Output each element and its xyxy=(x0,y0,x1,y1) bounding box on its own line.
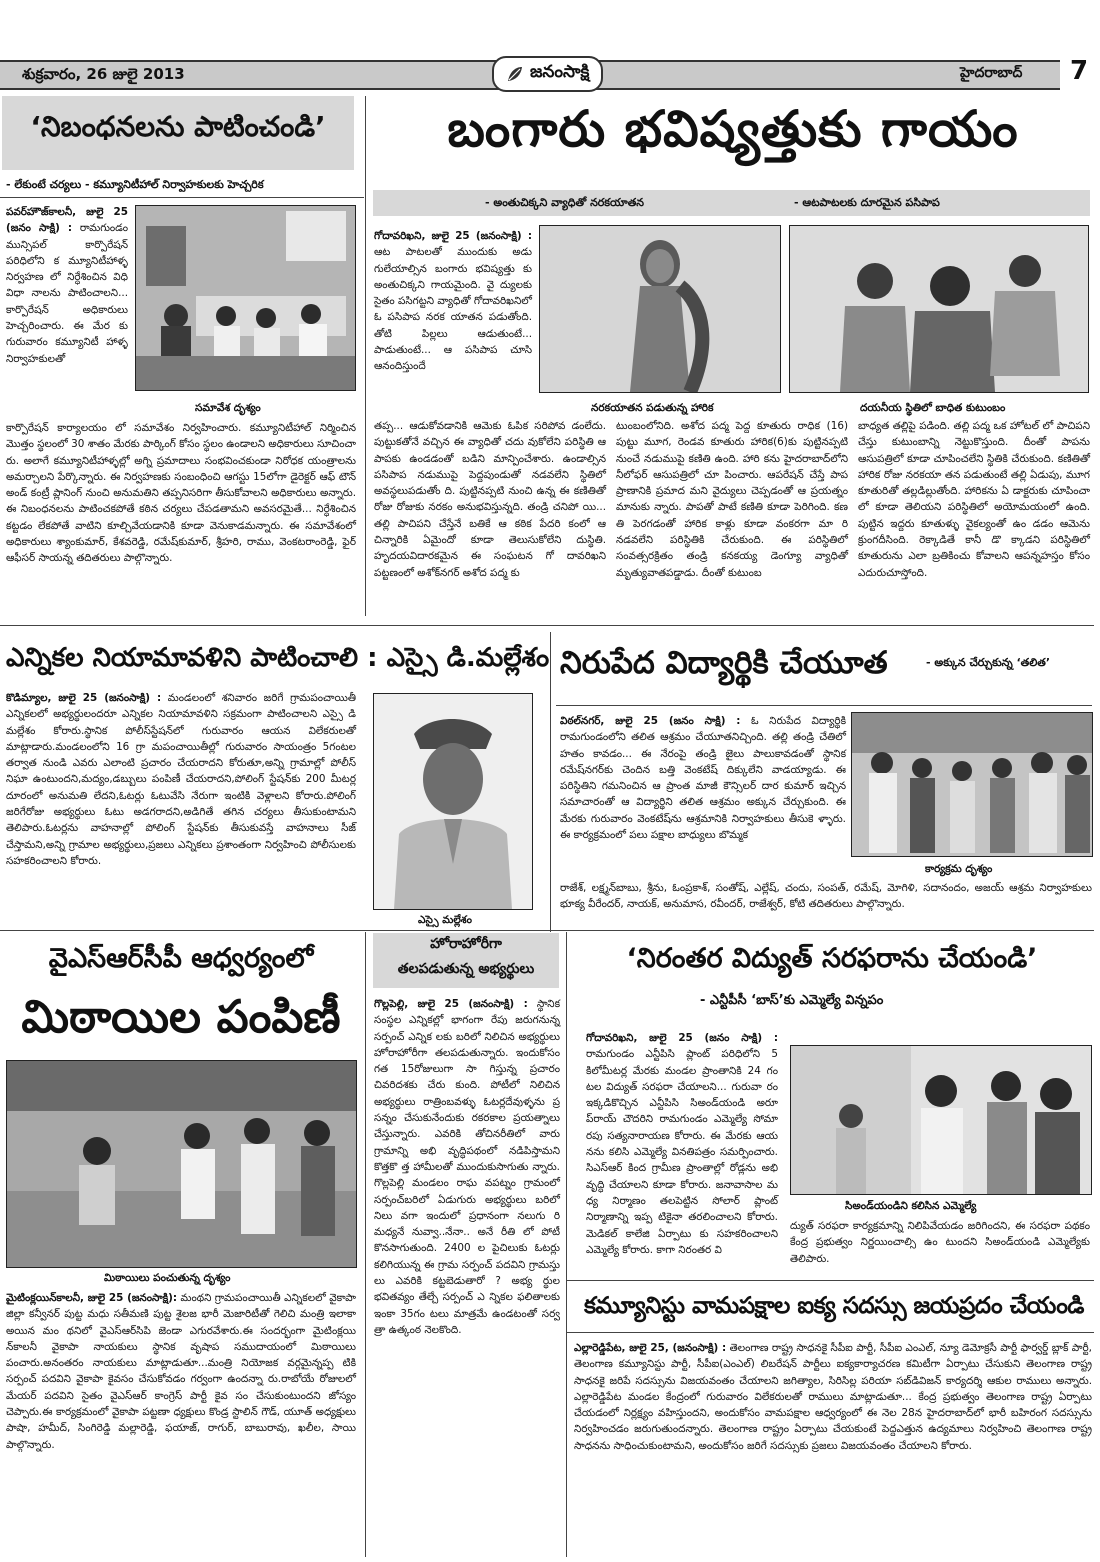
story5-headline: మిఠాయిల పంపిణీ xyxy=(21,990,341,1043)
story2-narrow-text: ఆట పాటలతో ముందుకు అడు గులేయాల్సిన బంగారు భవిష్యత్తు కు అంతుచిక్కని గాయమైంది. వై ద్యులకు సైతం పసిగట్టని వ్యాధితో గోదావరిఖనిలో ఓ పసిపాప నరక యాతన పడుతోంది. తోటి పిల్లలు ఆడుతుంటే... పాడుతుంటే... ఆ పసిపాప చూసి ఆనందిస్తుందే xyxy=(374,246,532,373)
story7-photo xyxy=(790,1045,1092,1195)
city-name: హైదరాబాద్ xyxy=(960,65,1023,81)
story2-col1: తప్ప... ఆడుకోవడానికి ఆమెకు ఓపిక సరిపోవ డంలేదు. పుట్టుకతోనే వచ్చిన ఈ వ్యాధితో చదు వుకోలేని పరిస్థితి ఆ పాపకు ఉండడంతో బడిని మాన్పించేశారు. ఉండాల్సిన పసిపాప నడుముపై పెద్దపుండుతో నడవలేని స్థితిలో అవస్థలుపడుతోం ది. పుట్టినప్పటి నుంచి ఉన్న ఈ కణితితో రోజు రోజుకు నరకం అనుభవిస్తున్నది. తండ్రి చనిపో యి... తల్లి పాచిపని చేస్తేనే బతికే ఆ కఠిక పేదరి కంలో ఆ చిన్నారికి ఏమైందో కూడా తెలుసుకోలేని దుస్థితి. హృదయవిదారకమైన ఈ సంఘటన గో దావరిఖని పట్టణంలో అశోక్‌నగర్ అశోద పద్మ కు xyxy=(374,420,606,579)
story2-subhead-right: - ఆటపాటలకు దూరమైన పసిపాప xyxy=(794,196,940,209)
story7-subhead: - ఎన్టీపీసీ ‘బాస్’కు ఎమ్మెల్యే విన్నపం xyxy=(700,993,884,1008)
story6-headline-line2: తలపడుతున్న అభ్యర్థులు xyxy=(397,961,535,977)
story3-headline: ఎన్నికల నియామావళిని పాటించాలి : ఎస్సై డి.మల్లేశం xyxy=(6,643,550,673)
story4-subhead: - అక్కున చేర్చుకున్న ‘తలిత’ xyxy=(926,656,1051,669)
masthead xyxy=(0,56,1100,90)
story7-headline: ‘నిరంతర విద్యుత్ సరఫరాను చేయండి’ xyxy=(626,943,1038,974)
story7-right-text: ద్యుత్ సరఫరా కార్యక్రమాన్ని నిలిపివేయడం జరిగిందని, ఈ సరఫరా పథకం కేంద్ర ప్రభుత్వం నిర్ణయించాల్సి ఉం టుందని సిఅండ్‌యండి ఎమ్మెల్యేకు తెలిపారు. xyxy=(790,1220,1090,1265)
story1-headline: ‘నిబంధనలను పాటించండి’ xyxy=(30,110,326,143)
story6-text: స్థానిక సంస్థల ఎన్నికల్లో భాగంగా రేపు జరుగనున్న సర్పంచ్ ఎన్నిక లకు బరిలో నిలిచిన అభ్యర్థులు హోరాహోరీగా తలపడుతున్నారు. ఇందుకోసం గత 15రోజులుగా సా గిస్తున్న ప్రచారం చివరిదశకు చేరు కుంది. పోటీలో నిలిచిన అభ్యర్థులు రాత్రింబవళ్ళు ఓటర్లదేవుళ్ళను ప్ర సన్నం చేసుకునేందుకు రకరకాల ప్రయత్నాలు చేస్తున్నారు. ఎవరికి తోచినరీతిలో వారు గ్రామాన్ని అభి వృద్ధిపథంలో నడిపిస్తామని కొత్తకొ త్త హామీలతో ముందుకుసాగుతు న్నారు. గొల్లపెల్లి మండలం రాఘ వపట్నం గ్రామంలో సర్పంచ్‌బరిలో ఏడుగురు అభ్యర్థులు బరిలో నిలు వగా ఇందులో ప్రధానంగా నలుగు రి మధ్యనే నువ్వా..నేనా.. అనే రీతి లో పోటీ కొనసాగుతుంది. 2400 ల పైచిలుకు ఓటర్లు కలిగియున్న ఈ గ్రామ సర్పంచ్ పదవిని గ్రామస్తు లు ఎవరికి కట్టబెడుతారో ? అభ్య ర్థుల భవితవ్యం తేల్చే సర్పంచ్ ఎ న్నికల ఫలితాలకు ఇంకా 35గం టలు మాత్రమే ఉండటంతో సర్వ త్రా ఉత్కంఠ నెలకొంది. xyxy=(374,998,560,1336)
story2-photo-girl xyxy=(539,225,781,393)
story4-headline: నిరుపేద విద్యార్థికి చేయూత xyxy=(560,645,888,681)
story3-photo-caption: ఎస్సై మల్లేశం xyxy=(418,914,472,926)
story8-headline: కమ్యూనిస్టు వామపక్షాల ఐక్య సదస్సు జయప్రదం చేయండి xyxy=(584,1293,1084,1319)
story6-dateline: గొల్లపెల్లి, జులై 25 (జనంసాక్షి) : xyxy=(374,998,528,1010)
story2-subhead-bar xyxy=(373,190,1090,216)
divider xyxy=(550,632,551,932)
story3-dateline: కొడిమ్యాల, జులై 25 (జనంసాక్షి) : xyxy=(6,692,162,704)
story5-dateline: మైటింక్లయిన్‌కాలనీ, జులై 25 (జనంసాక్షి): xyxy=(6,1292,178,1304)
story1-dateline: పవర్‌హౌజ్‌కాలనీ, జులై 25 (జనం సాక్షి) : xyxy=(6,206,128,235)
story7-dateline: గోదావరిఖని, జులై 25 (జనం సాక్షి) : xyxy=(586,1032,778,1044)
divider xyxy=(556,705,1092,706)
story4-photo-caption: కార్యక్రమ దృశ్యం xyxy=(925,863,993,875)
story2-intro xyxy=(374,228,532,375)
story1-photo xyxy=(135,205,356,391)
divider xyxy=(566,932,567,1557)
story4-intro xyxy=(560,713,846,843)
story7-photo-caption: సిఅండ్‌యండిని కలిసిన ఎమ్మెల్యే xyxy=(845,1200,977,1212)
divider xyxy=(0,625,1094,626)
story2-dateline: గోదావరిఖని, జులై 25 (జనంసాక్షి) : xyxy=(374,230,532,242)
story2-col3: బాధ్యత తల్లిపై పడింది. తల్లి పద్మ ఒక హోటల్ లో పాచిపని చేస్తు కుటుంబాన్ని నెట్టుకొస్తుంది. దీంతో పాపను ఆసుపత్రిలో కూడా చూపించలేని స్థితికి చేరుకుంది. కణితితో హారిక రోజు నరకయా తన పడుతుంటే తల్లి ఏడుపు, మూగ కూతురితో తల్లడిల్లుతోంది. హారికను ఏ డాక్టరుకు చూపించా లో కూడా తెలియని పరిస్థితిలో అయోమయంలో ఉంది. పుట్టిన ఇద్దరు కూతుళ్ళు వైకల్యంతో ఉం డడం ఆమెను క్రుంగదీసింది. రెక్కాడితే కానీ డొ క్కాడని పరిస్థితిలో కూతురును ఎలా బ్రతికించు కోవాలని ఆపన్నహస్తం కోసం ఎదురుచూస్తోంది. xyxy=(858,420,1090,579)
story2-headline: బంగారు భవిష్యత్తుకు గాయం xyxy=(447,100,1019,158)
story1-photo-caption: సమావేశ దృశ్యం xyxy=(195,402,261,414)
story2-caption-left: నరకయాతన పడుతున్న హారిక xyxy=(591,402,714,414)
story7-narrow-text: రామగుండం ఎన్టీపిసి ప్లాంట్ పరిధిలోని 5 కిలోమీటర్ల మేరకు మండల ప్రాంతానికి 24 గం టల విద్యుత్ సరఫరా చేయాలని... గురువా రం ఇక్కడికొచ్చిన ఎన్టీపిసి సిఅండ్‌యండి అరూ ప్‌రాయ్ చౌదరిని రామగుండం ఎమ్మెల్యే సోమా రపు సత్యనారాయణ కోరారు. ఈ మేరకు ఆయ నను కలిసి ఎమ్మెల్యే వినతిపత్రం సమర్పించారు. సిఎస్‌ఆర్ కింద గ్రామీణ ప్రాంతాల్లో రోడ్లను అభి వృద్ధి చేయాలని కూడా కోరారు. జనావాసాల మ ధ్య నిర్మాణం తలపెట్టిన సోలార్ ప్లాంట్ నిర్మాణాన్ని ఇప్ప టికైనా తరలించాలని కోరారు. మెడికల్ కాలేజి ఏర్పాటు కు సహకరించాలని ఎమ్మెల్యే కోరారు. కాగా నిరంతర వి xyxy=(586,1048,778,1256)
story5-body xyxy=(6,1290,356,1453)
divider xyxy=(0,930,1094,931)
divider xyxy=(567,1332,1094,1333)
page-number: 7 xyxy=(1070,56,1089,86)
story3-text: మండలంలో శనివారం జరిగే గ్రామపంచాయితీ ఎన్నికలలో అభ్యర్థులందరూ ఎన్నికల నియామావళిని సక్రమంగా పాటించాలని ఎస్సై డి మల్లేశం కోరారు.స్థానిక పోలీస్‌స్టేషన్‌లో గురువారం ఆయన విలేకరులతో మాట్లాడారు.మండలంలోని 16 గ్రా మపంచాయితీల్లో గురువారం సాయంత్రం 5గంటల తర్వాత నుండి ఎవరు ఎలాంటి ప్రచారం చేయరాదని కోరుతూ,అన్ని గ్రామాల్లో పోలీస్ నిఘా ఉంటుందని,మద్యం,డబ్బులు పంపిణీ చేయరాదని,పోలింగ్ స్టేషన్‌కు 200 మీటర్ల దూరంలో అనుమతి లేదని,ఓటర్లు ఓటువేసి నేరుగా ఇంటికి వెళ్లాలని కోరారు.పోలింగ్ జరిగేరోజు అభ్యర్థులు ఓటు అడగరాదని,అడిగితే తగిన చర్యలు తీసుకుంటామని తెలిపారు.ఓటర్లను వాహనాల్లో పోలింగ్ స్టేషన్‌కు తీసుకువస్తే వాహనాలు సీజ్ చేస్తామని,అన్ని గ్రామాల అభ్యర్థులు,ప్రజలు ఎన్నికలు ప్రశాంతంగా నిర్వహించి పోలీసులకు సహకరించాలని కోరారు. xyxy=(6,692,356,867)
story3-photo xyxy=(373,693,533,910)
story8-body xyxy=(574,1340,1092,1454)
story2-subhead-left: - అంతుచిక్కని వ్యాధితో నరకయాతన xyxy=(485,196,645,209)
story4-photo xyxy=(851,712,1093,857)
story1-dateline-text xyxy=(6,204,128,367)
story7-body xyxy=(586,1030,778,1258)
story6-body xyxy=(374,996,560,1338)
story2-col2: టుంబంలోనిది. అశోద పద్మ పెద్ద కూతురు రాధిక (16) పుట్టు మూగ, రెండవ కూతురు హారిక(6)కు పుట్టినప్పటి నుంచే నడుముపై కణితి ఉంది. హారి కను హైదరాబాద్‌లోని నీలోఫర్ ఆసుపత్రిలో చూ పించారు. ఆపరేషన్ చేస్తే పాప ప్రాణానికి ప్రమాద మని వైద్యులు చెప్పడంతో ఆ ప్రయత్నం మానుకు న్నారు. పాపతో పాటే కణితి కూడా పెరిగింది. కణ తి పెరగడంతో హారిక కాళ్లు కూడా వంకరగా మా రి నడవలేని పరిస్థితికి చేరుకుంది. ఈ పరిస్థితిలో సంవత్సరక్రితం తండ్రి కనకయ్య డెంగ్యూ వ్యాధితో మృత్యువాతపడ్డాడు. దీంతో కుటుంబ xyxy=(616,420,848,579)
story4-narrow-text: ఓ నిరుపేద విద్యార్థికి రామగుండంలోని తలిత ఆశ్రమం చేయూతనిచ్చింది. తల్లి తండ్రి చేతిలో హతం కావడం... ఈ నేరంపై తండ్రి జైలు పాలుకావడంతో స్థానిక రమేష్‌నగర్‌కు చెందిన బత్తి వెంకటేష్ దిక్కులేని వాడయ్యాడు. ఈ పరిస్థితిని గమనించిన ఆ ప్రాంత మాజీ కౌన్సిలర్ దార కుమార్ ఇచ్చిన సమాచారంతో ఆ విద్యార్థిని తలిత ఆశ్రమం అక్కున చేర్చుకుంది. ఈ మేరకు గురువారం వెంకటేష్‌ను ఆశ్రమానికి నిర్వాహకులు తీసుకె ళ్ళారు. ఈ కార్యక్రమంలో పలు పక్షాల బాధ్యులు బొమ్మక xyxy=(560,715,846,842)
story5-text: మంథని గ్రామపంచాయితీ ఎన్నికలలో వైకాపా జిల్లా కన్వీనర్ పుట్ట మధు సతీమణి పుట్ట శైలజ భారీ మెజారిటీతో గెలిచి మంత్రి ఇలాకా అయిన మం థనిలో వైఎస్‌ఆర్‌సిపి జెండా ఎగురవేశారు.ఈ సందర్భంగా మైటింక్లయి న్‌కాలనీ వైకాపా నాయకులు స్థానిక వృషాప సముదాయంలో మిఠాయిలు పంచారు.అనంతరం నాయకులు మాట్లాడుతూ...మంత్రి నియోజక వర్గమైన్నప్ప టికి సర్పంచ్ పదవిని వైకాపా కైవసం చేసుకోవడం గర్వంగా ఉందన్నా రు.రాబోయే రోజులలో మేయర్ పదవిని సైతం వైఎస్‌ఆర్ కాంగ్రెస్ పార్టీ కైవ సం చేసుకుంటుందని జోస్యం చెప్పారు.ఈ కార్యక్రమంలో వైకాపా పట్టణా ధ్యక్షులు కొండ్ర స్టాలిన్ గౌడ్, యూత్ అధ్యక్షులు పాషా, హమీద్, సింగిరెడ్డి మల్లారెడ్డి, ఫయాజ్, రాగుర్, బాబురావు, ఖలీల, సాయి పాల్గొన్నారు. xyxy=(6,1292,356,1451)
story4-dateline: విఠల్‌నగర్, జులై 25 (జనం సాక్షి) : xyxy=(560,715,741,727)
story8-dateline: ఎల్లారెడ్డిపేట, జులై 25, (జనంసాక్షి) : xyxy=(574,1342,727,1354)
issue-date: శుక్రవారం, 26 జులై 2013 xyxy=(22,65,185,83)
story1-subhead: - లేకుంటే చర్యలు - కమ్యూనిటీహాల్ నిర్వాహకులకు హెచ్చరిక xyxy=(6,178,264,191)
story6-headline-line1: హోరాహోరీగా xyxy=(430,936,502,952)
story2-photo-family xyxy=(789,225,1089,393)
divider xyxy=(365,96,366,616)
story4-text: రాజేశ్, లక్ష్మన్‌బాబు, శ్రీను, ఓంప్రకాశ్, సంతోష్, ఎల్లేష్, చందు, సంపత్, రమేష్, మోగిళి, సదానందం, అజయ్ ఆశ్రమ నిర్వాహకులు భూక్య వీరేందర్, నాయక్, అనుమాస, రవీందర్, రాజేశ్వర్, కోటి తదితరులు పాల్గొన్నారు. xyxy=(560,882,1092,911)
divider xyxy=(365,932,366,1557)
story1-narrow-text: రామగుండం మున్సిపల్ కార్పొరేషన్ పరిధిలోని క మ్యూనిటీహాళ్ళ నిర్వహణ లో నిర్ధేశించిన విధి విధా నాలను పాటించాలని... కార్పొరేషన్ అధికారులు హెచ్చరించారు. ఈ మేర కు గురువారం కమ్యూనిటీ హాళ్ళ నిర్వాహకులతో xyxy=(6,222,128,365)
story5-kicker: వైఎస్‌ఆర్‌సీపీ ఆధ్వర్యంలో xyxy=(48,943,314,974)
story2-caption-right: దయనీయ స్థితిలో బాధిత కుటుంబం xyxy=(860,402,1006,414)
story3-body xyxy=(6,690,356,869)
paper-name: జనంసాక్షి xyxy=(530,62,590,82)
story5-photo-caption: మిఠాయిలు పంచుతున్న దృశ్యం xyxy=(104,1272,231,1284)
paper-logo xyxy=(492,56,603,92)
divider xyxy=(0,197,364,198)
story5-photo xyxy=(6,1060,357,1268)
story1-text: కార్పొరేషన్ కార్యాలయం లో సమావేశం నిర్వహించారు. కమ్యూనిటీహాల్ నిర్మించిన మొత్తం స్థలంలో 30 శాతం మేరకు పార్కింగ్ కోసం స్థలం ఉండాలని అధికారులు సూచించా రు. అలాగే కమ్యూనిటీహాళ్ళల్లో అగ్ని ప్రమాదాలు సంభవించకుండా నిరోధక యంత్రాలను అమర్చాలని పేర్కొన్నారు. ఈ నిర్వహణకు సంబంధించి ఆగస్టు 15లోగా డైరెక్టర్ ఆఫ్ టౌన్ అండ్ కంట్రీ ప్లానింగ్ నుంచి అనుమతిని తప్పనిసరిగా తీసుకోవాలని అధికారులు అన్నారు. ఈ నిబంధనలను పాటించకపోతే కఠిన చర్యలు చేపడతామని అవసరమైతే... నిర్ధేశించిన కట్టడం లేకపోతే వాటిని కూల్చివేయడానికి కూడా వెనుకాడమన్నారు. ఈ సమావేశంలో అధికారులు శ్యాంకుమార్, కేశవరెడ్డి, రమేష్‌కుమార్, శ్రీహరి, రాము, వెంకటరాంరెడ్డి, ఫైర్ ఆఫీసర్ సాయన్న తదితరులు పాల్గొన్నారు. xyxy=(6,422,356,565)
story8-text: తెలంగాణ రాష్ట్ర సాధనకై సీపీఐ పార్టీ, సీపీఐ ఎంఎల్, న్యూ డెమోక్రసీ పార్టీ ఫార్వర్డ్ బ్లాక్ పార్టీ, తెలంగాణ కమ్యూనిస్టు పార్టీ, సీపీఐ(ఎంఎల్) లిబరేషన్ పార్టీలు ఐక్యకార్యాచరణ కమిటీగా ఏర్పాటు చేసుకుని తెలంగాణ రాష్ట్ర సాధనకై జరిపే సదస్సును విజయవంతం చేయాలని జగిత్యాల, సిరిసిల్ల పరియా సబ్‌డివిజన్ కార్యదర్శి ఆకుల రాములు అన్నారు. ఎల్లారెడ్డిపేట మండల కేంద్రంలో గురువారం విలేకరులతో రాములు మాట్లాడుతూ... కేంద్ర ప్రభుత్వం తెలంగాణ రాష్ట్ర ఏర్పాటు చేయడంలో నిర్లక్ష్యం వహిస్తుందని, అందుకోసం వామపక్షాల ఆధ్వర్యంలో ఈ నెల 28న హైదరాబాద్‌లో భారీ బహిరంగ సదస్సును నిర్వహించడం జరుగుతుందన్నారు. తెలంగాణ రాష్ట్రం ఏర్పాటు చేయకుంటే పెద్దఎత్తున ఉద్యమాలు నిర్వహించి తెలంగాణ రాష్ట్ర సాధనను సాధించుకుంటామని, అందుకోసం జరిగే సదస్సుకు ప్రజలు విజయవంతం చేయాలని కోరారు. xyxy=(574,1342,1092,1452)
leaf-icon xyxy=(506,65,524,83)
divider xyxy=(567,1280,1094,1281)
